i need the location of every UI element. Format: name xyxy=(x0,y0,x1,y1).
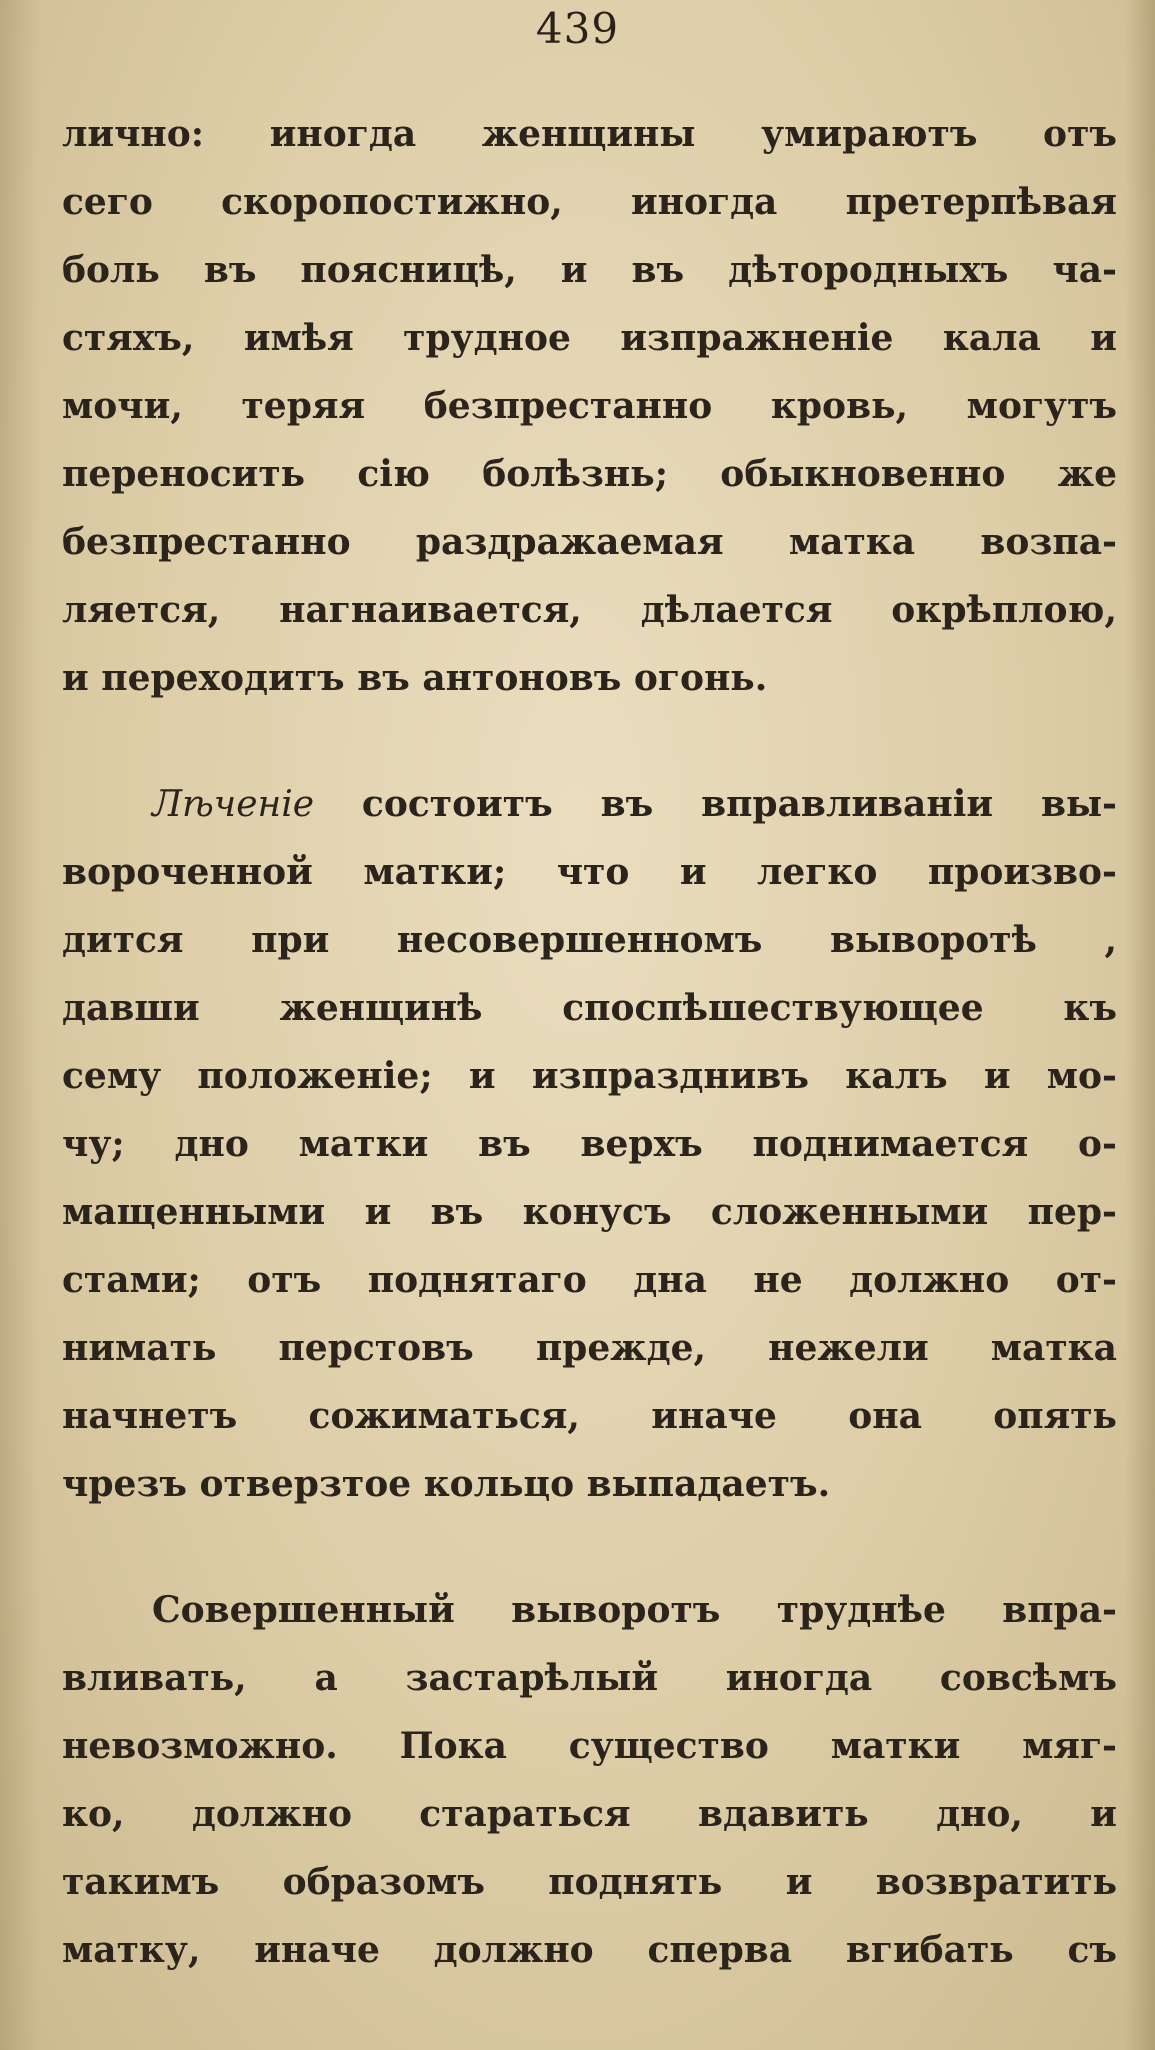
text-line: невозможно. Пока существо матки мяг- xyxy=(62,1725,1117,1767)
text-line: Совершенный выворотъ труднѣе впра- xyxy=(152,1589,1117,1631)
text-line: ко, должно стараться вдавить дно, и xyxy=(62,1793,1117,1835)
text-line: вливать, а застарѣлый иногда совсѣмъ xyxy=(62,1657,1117,1699)
text-line: безпрестанно раздражаемая матка возпа- xyxy=(62,521,1117,563)
text-line: мащенными и въ конусъ сложенными пер- xyxy=(62,1191,1117,1233)
text-line: такимъ образомъ поднять и возвратить xyxy=(62,1861,1117,1903)
text-line: сего скоропостижно, иногда претерпѣвая xyxy=(62,181,1117,223)
paragraph-3 xyxy=(62,1576,1117,1984)
page-number: 439 xyxy=(535,4,620,53)
text-line: матку, иначе должно сперва вгибать съ xyxy=(62,1929,1117,1971)
text-line: переносить сію болѣзнь; обыкновенно же xyxy=(62,453,1117,495)
italic-heading: Лѣченіе xyxy=(152,784,315,825)
text-line: вороченной матки; что и легко произво- xyxy=(62,851,1117,893)
text-line: ляется, нагнаивается, дѣлается окрѣплою, xyxy=(62,589,1117,631)
paragraph-2 xyxy=(62,770,1117,1518)
text-line: стяхъ, имѣя трудное изпражненіе кала и xyxy=(62,317,1117,359)
text-line: боль въ поясницѣ, и въ дѣтородныхъ ча- xyxy=(62,249,1117,291)
text-line: чрезъ отверзтое кольцо выпадаетъ. xyxy=(62,1463,831,1505)
text-line: лично: иногда женщины умираютъ отъ xyxy=(62,113,1117,155)
text-line: и переходитъ въ антоновъ огонь. xyxy=(62,657,768,699)
text-line: давши женщинѣ споспѣшествующее къ xyxy=(62,987,1117,1029)
text-line: мочи, теряя безпрестанно кровь, могутъ xyxy=(62,385,1117,427)
paragraph-spacer xyxy=(62,1518,1117,1576)
text-line: чу; дно матки въ верхъ поднимается о- xyxy=(62,1123,1117,1165)
text-run: состоитъ въ вправливаніи вы- xyxy=(361,783,1117,825)
text-line: сему положеніе; и изпразднивъ калъ и мо- xyxy=(62,1055,1117,1097)
text-line: нимать перстовъ прежде, нежели матка xyxy=(62,1327,1117,1369)
text-line xyxy=(62,770,1117,838)
paragraph-1 xyxy=(62,100,1117,712)
text-line: начнетъ сожиматься, иначе она опять xyxy=(62,1395,1117,1437)
paragraph-spacer xyxy=(62,712,1117,770)
text-line: дится при несовершенномъ выворотѣ , xyxy=(62,919,1117,961)
body-text xyxy=(62,100,1117,1984)
text-line: стами; отъ поднятаго дна не должно от- xyxy=(62,1259,1117,1301)
